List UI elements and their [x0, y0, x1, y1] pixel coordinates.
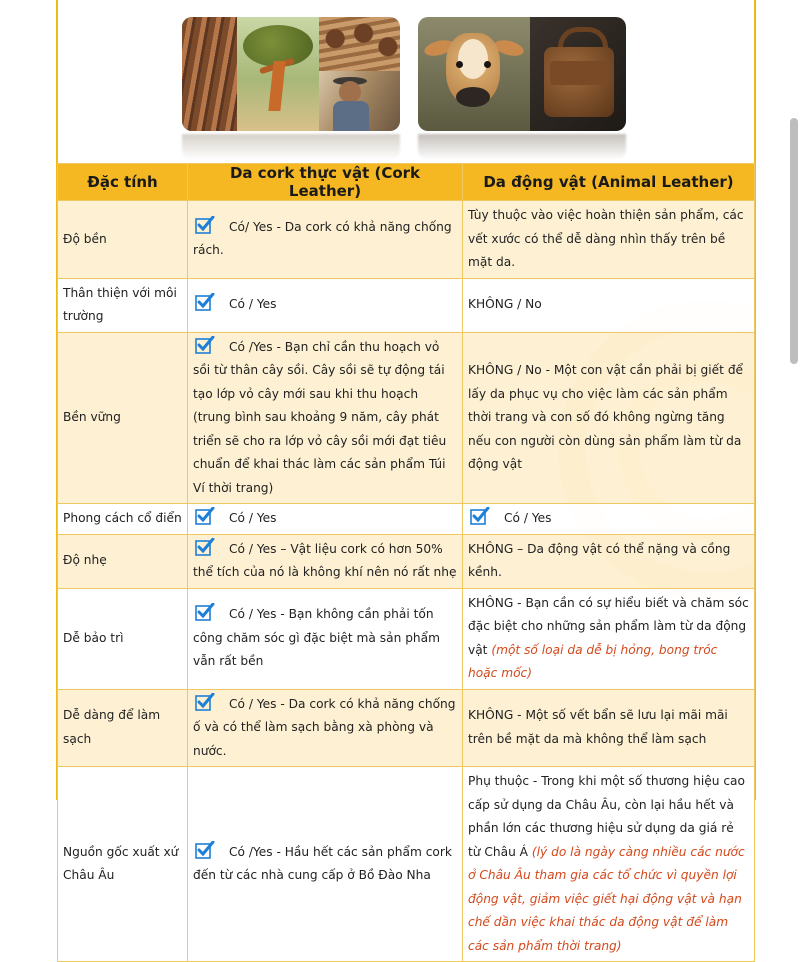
cow-icon: [418, 17, 530, 131]
cork-cell: Có / Yes - Bạn không cần phải tốn công chăm sóc gì đặc biệt mà sản phẩm vẫn rất bền: [188, 588, 463, 689]
cork-photo-reflection: [182, 134, 400, 160]
comparison-table: [57, 163, 755, 962]
animal-cell: KHÔNG / No - Một con vật cần phải bị giết để lấy da phục vụ cho việc làm các sản phẩm thời trang và con số đó không ngừng tăng nếu con người còn dùng sản phẩm làm từ da động vật: [463, 332, 755, 504]
checkbox-checked-icon: [195, 841, 215, 859]
table-row: [58, 767, 755, 962]
header-animal: Da động vật (Animal Leather): [463, 164, 755, 201]
animal-cell: KHÔNG / No: [463, 278, 755, 332]
table-row: [58, 278, 755, 332]
checkbox-checked-icon: [195, 293, 215, 311]
cork-photo-collage: [182, 17, 400, 131]
animal-cell: Có / Yes: [463, 504, 755, 535]
animal-note: (lý do là ngày càng nhiều các nước ở Châu Âu tham gia các tổ chức vì quyền lợi động vật, giảm việc giết hại động vật và hạn chế dần việc khai thác da động vật để làm các sản phẩm thời trang): [468, 844, 745, 953]
checkbox-checked-icon: [195, 538, 215, 556]
checkbox-checked-icon: [195, 216, 215, 234]
table-row: [58, 588, 755, 689]
table-row: [58, 504, 755, 535]
animal-cell: KHÔNG - Một số vết bẩn sẽ lưu lại mãi mãi trên bề mặt da mà không thể làm sạch: [463, 689, 755, 767]
table-row: [58, 332, 755, 504]
property-cell: Thân thiện với môi trường: [58, 278, 188, 332]
cork-cell: Có /Yes - Bạn chỉ cần thu hoạch vỏ sồi từ thân cây sồi. Cây sồi sẽ tự động tái tạo lớp vỏ cây mới sau khi thu hoạch (trung bình sau khoảng 9 năm, cây phát triển sẽ cho ra lớp vỏ cây sồi mới đạt tiêu chuẩn để khai thác làm các sản phẩm Túi Ví thời trang): [188, 332, 463, 504]
property-cell: Dễ bảo trì: [58, 588, 188, 689]
cork-cell: Có / Yes - Da cork có khả năng chống ố và có thể làm sạch bằng xà phòng và nước.: [188, 689, 463, 767]
cork-harvest-worker-icon: [319, 71, 400, 131]
cork-cell: Có / Yes – Vật liệu cork có hơn 50% thể tích của nó là không khí nên nó rất nhẹ: [188, 534, 463, 588]
property-cell: Độ nhẹ: [58, 534, 188, 588]
scrollbar-thumb[interactable]: [790, 118, 798, 364]
cork-cell: Có / Yes: [188, 504, 463, 535]
checkbox-checked-icon: [195, 336, 215, 354]
animal-cell: KHÔNG - Bạn cần có sự hiểu biết và chăm sóc đặc biệt cho những sản phẩm làm từ da động vật (một số loại da dễ bị hỏng, bong tróc hoặc mốc): [463, 588, 755, 689]
table-row: [58, 534, 755, 588]
property-cell: Nguồn gốc xuất xứ Châu Âu: [58, 767, 188, 962]
table-header-row: [58, 164, 755, 201]
leather-bag-icon: [530, 17, 626, 131]
animal-photo-reflection: [418, 134, 626, 160]
table-row: [58, 689, 755, 767]
checkbox-checked-icon: [195, 603, 215, 621]
property-cell: Phong cách cổ điển: [58, 504, 188, 535]
property-cell: Độ bền: [58, 201, 188, 279]
animal-cell: KHÔNG – Da động vật có thể nặng và cồng kềnh.: [463, 534, 755, 588]
checkbox-checked-icon: [470, 507, 490, 525]
cork-cell: Có/ Yes - Da cork có khả năng chống rách.: [188, 201, 463, 279]
cork-cell: Có /Yes - Hầu hết các sản phẩm cork đến từ các nhà cung cấp ở Bồ Đào Nha: [188, 767, 463, 962]
cork-slices-icon: [319, 17, 400, 131]
animal-cell: Phụ thuộc - Trong khi một số thương hiệu cao cấp sử dụng da Châu Âu, còn lại hầu hết và phần lớn các thương hiệu sử dụng da giá rẻ từ Châu Á (lý do là ngày càng nhiều các nước ở Châu Âu tham gia các tổ chức vì quyền lợi động vật, giảm việc giết hại động vật và hạn chế dần việc khai thác da động vật để làm các sản phẩm thời trang): [463, 767, 755, 962]
checkbox-checked-icon: [195, 693, 215, 711]
property-cell: Dễ dàng để làm sạch: [58, 689, 188, 767]
animal-cell: Tùy thuộc vào việc hoàn thiện sản phẩm, các vết xước có thể dễ dàng nhìn thấy trên bề mặt da.: [463, 201, 755, 279]
table-row: [58, 201, 755, 279]
animal-photo-collage: [418, 17, 626, 131]
header-photos: [58, 0, 754, 165]
cork-oak-tree-icon: [237, 17, 319, 131]
animal-note: (một số loại da dễ bị hỏng, bong tróc hoặc mốc): [468, 642, 718, 680]
header-property: Đặc tính: [58, 164, 188, 201]
checkbox-checked-icon: [195, 507, 215, 525]
cork-cell: Có / Yes: [188, 278, 463, 332]
property-cell: Bền vững: [58, 332, 188, 504]
header-cork: Da cork thực vật (Cork Leather): [188, 164, 463, 201]
cork-bark-icon: [182, 17, 237, 131]
